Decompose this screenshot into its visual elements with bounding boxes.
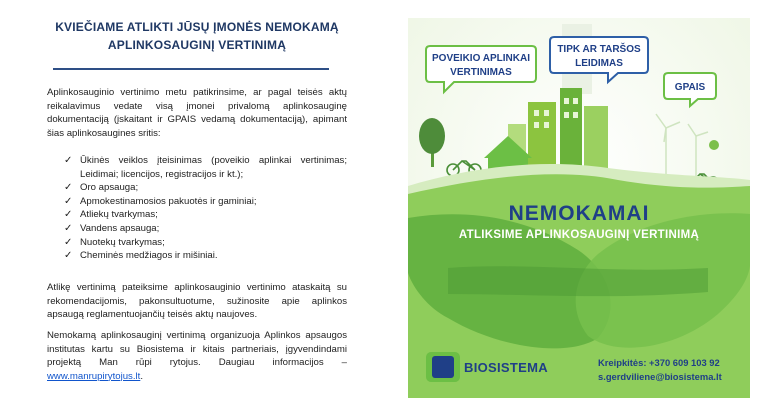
bubble-2-line-2: LEIDIMAS xyxy=(575,58,623,69)
contact-email: s.gerdviliene@biosistema.lt xyxy=(598,371,722,382)
project-link[interactable]: www.manrupirytojus.lt xyxy=(47,370,141,382)
promo-poster xyxy=(408,18,750,398)
list-item xyxy=(62,236,347,250)
check-icon: ✓ xyxy=(64,195,73,207)
check-icon: ✓ xyxy=(64,222,73,234)
list-item xyxy=(62,222,347,236)
check-icon: ✓ xyxy=(64,155,73,166)
list-item xyxy=(62,181,347,195)
link-period: . xyxy=(140,370,143,382)
list-item-text: Oro apsauga; xyxy=(80,182,139,194)
biosistema-logo-icon xyxy=(426,352,460,382)
list-item xyxy=(62,154,347,181)
areas-list xyxy=(62,154,347,263)
organizer-paragraph xyxy=(47,329,347,383)
list-item-text: Nuotekų tvarkymas; xyxy=(80,236,165,248)
check-icon: ✓ xyxy=(64,182,73,194)
list-item-text: Cheminės medžiagos ir mišiniai. xyxy=(80,250,218,262)
check-icon: ✓ xyxy=(64,250,73,262)
list-item xyxy=(62,208,347,222)
check-icon: ✓ xyxy=(64,236,73,248)
poster-subline: ATLIKSIME APLINKOSAUGINĮ VERTINIMĄ xyxy=(458,229,700,241)
bubble-3-text: GPAIS xyxy=(674,82,706,93)
contact-phone: Kreipkitės: +370 609 103 92 xyxy=(598,357,720,368)
poster-headline: NEMOKAMAI xyxy=(508,202,650,225)
list-item xyxy=(62,195,347,209)
sun-icon xyxy=(709,140,719,150)
intro-paragraph: Aplinkosauginio vertinimo metu patikrinsime, ar pagal teisės aktų reikalavimus vedate visą įmonei privalomą aplinkosauginę dokumentaciją (įskaitant ir GPAIS vedamą dokumentaciją), apimant šias aplinkosaugines sritis: xyxy=(47,87,347,139)
list-item-text: Vandens apsauga; xyxy=(80,222,160,234)
contact-block xyxy=(598,356,746,384)
bubble-1-line-2: VERTINIMAS xyxy=(450,67,512,78)
outro-paragraph: Atlikę vertinimą pateiksime aplinkosauginio vertinimo ataskaitą su rekomendacijomis, pakonsultuotume, sužinosite apie aplinkos apsaugą reglamentuojančių teisės aktų naujoves. xyxy=(47,282,347,321)
list-item xyxy=(62,249,347,263)
list-item-text: Apmokestinamosios pakuotės ir gaminiai; xyxy=(80,195,257,207)
page-title xyxy=(47,18,347,54)
title-line-2: APLINKOSAUGINĮ VERTINIMĄ xyxy=(107,38,287,52)
check-icon: ✓ xyxy=(64,209,73,221)
bubble-2-line-1: TIPK AR TARŠOS xyxy=(557,44,641,55)
bubble-1-line-1: POVEIKIO APLINKAI xyxy=(432,53,530,64)
document-header xyxy=(47,18,347,70)
list-item-text: Atliekų tvarkymas; xyxy=(80,209,158,221)
logo-wordmark: BIOSISTEMA xyxy=(464,360,548,375)
organizer-text: Nemokamą aplinkosauginį vertinimą organizuoja Aplinkos apsaugos institutas kartu su Biosistema ir kitais partneriais, įgyvendindami projektą Man rūpi rytojus. Daugiau informacijos – xyxy=(47,330,347,369)
title-line-1: KVIEČIAME ATLIKTI JŪSŲ ĮMONĖS NEMOKAMĄ xyxy=(55,20,339,34)
title-divider xyxy=(53,68,329,70)
list-item-text: Ūkinės veiklos įteisinimas (poveikio aplinkai vertinimas; Leidimai; licencijos, registracijos ir kt.); xyxy=(80,155,347,180)
